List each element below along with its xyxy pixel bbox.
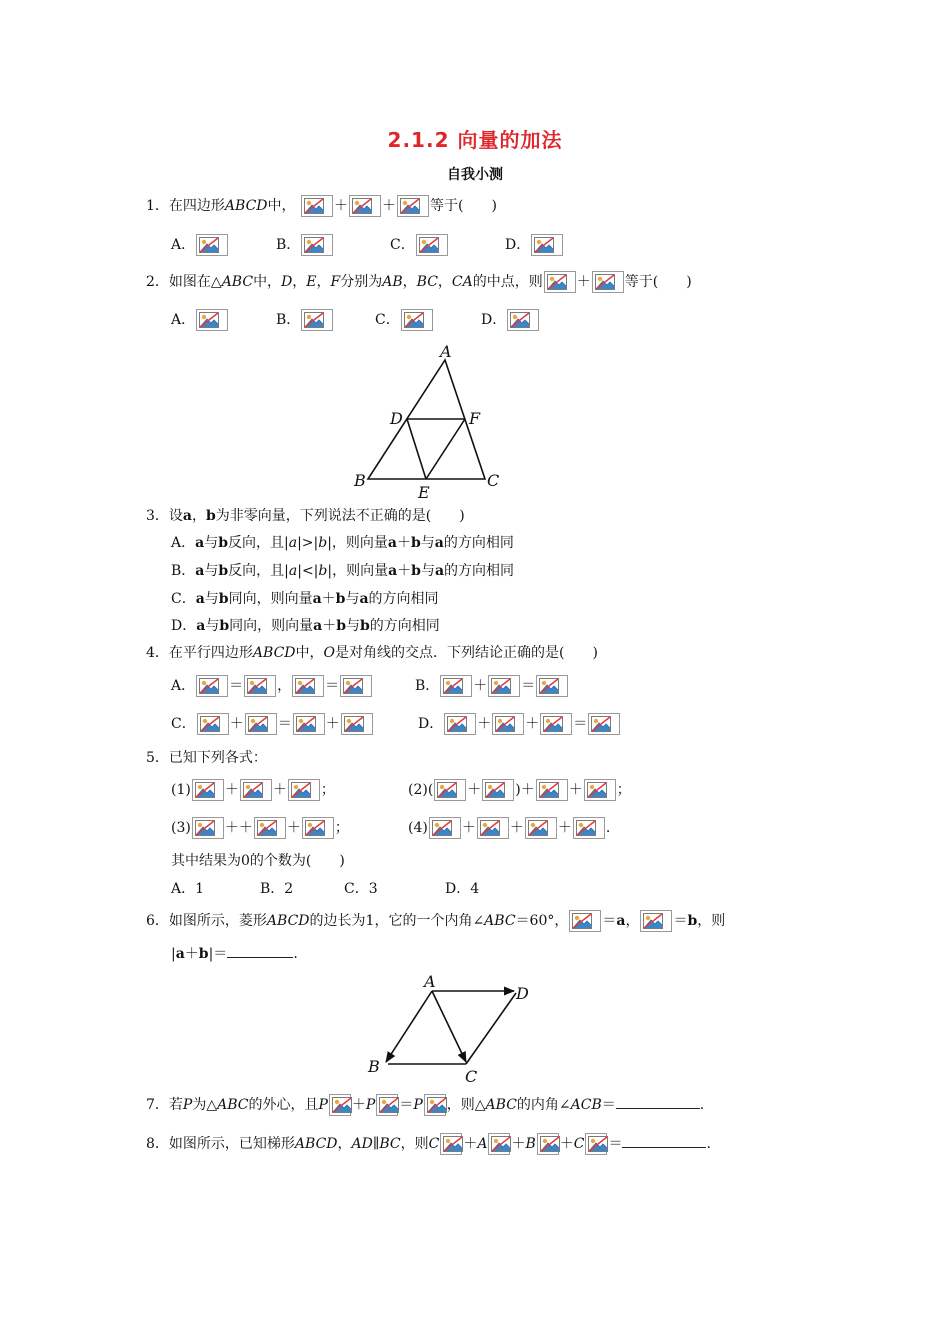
q5-expression-2 xyxy=(408,778,631,802)
option-text: 同向，则向量 xyxy=(228,591,313,607)
vector-image-icon xyxy=(240,779,272,801)
option-label: D． xyxy=(171,618,197,634)
q3-option-a[interactable] xyxy=(171,531,514,555)
q1-text-post: 等于( ) xyxy=(429,198,497,214)
plus-sign: ＋ xyxy=(520,782,535,798)
expression-label: (2)( xyxy=(408,782,434,798)
vector-image-icon xyxy=(531,234,563,256)
q1-option-d[interactable] xyxy=(505,233,564,257)
equals-sign: ＝ xyxy=(229,678,244,694)
vector-image-icon xyxy=(588,713,620,735)
option-label: C． xyxy=(171,591,196,607)
vector-image-icon xyxy=(440,675,472,697)
semicolon: ； xyxy=(616,782,631,798)
option-text: 与 xyxy=(205,618,220,634)
q2-text: 等于( ) xyxy=(624,274,692,290)
abs-equals: |＝ xyxy=(208,946,228,962)
plus-sign: ＋ xyxy=(325,716,340,732)
vector-image-icon xyxy=(401,309,433,331)
vector-a: a xyxy=(387,535,397,551)
q3-text: 3．设 xyxy=(146,508,183,524)
option-label: D． xyxy=(505,237,531,253)
vector-b: b xyxy=(198,946,209,962)
figure-label-f: F xyxy=(469,409,481,428)
equals-sign: ＝ xyxy=(277,716,292,732)
q4-text: 4．在平行四边形 xyxy=(146,645,253,661)
vector-image-icon xyxy=(349,195,381,217)
rhombus-label: ABCD xyxy=(266,913,310,929)
vector-image-icon xyxy=(196,309,228,331)
figure-label-a: A xyxy=(424,972,436,991)
q7-text: 7．若 xyxy=(146,1097,183,1113)
parallel-sign: ∥ xyxy=(372,1136,380,1152)
option-label: A． xyxy=(171,535,196,551)
equals-sign: ＝ xyxy=(521,678,536,694)
equals-sign: ＝ xyxy=(601,1097,616,1113)
vector-b: b xyxy=(206,508,216,524)
vector-image-icon xyxy=(477,817,509,839)
q3-text: 为非零向量，下列说法不正确的是( ) xyxy=(215,508,465,524)
vector-a: a xyxy=(616,913,626,929)
q3-option-b[interactable] xyxy=(171,559,514,583)
segment-label: BC xyxy=(379,1136,401,1152)
abs-comparison: |a|<|b| xyxy=(284,563,333,579)
vector-image-icon xyxy=(525,817,557,839)
plus-sign: ＋ xyxy=(321,591,336,607)
q6-text: 的边长为1，它的一个内角∠ xyxy=(309,913,485,929)
option-text: 同向，则向量 xyxy=(229,618,314,634)
point-label: P xyxy=(365,1097,376,1113)
paren-close: ) xyxy=(515,782,521,798)
equals-sign: ＝ xyxy=(602,913,617,929)
point-label: F xyxy=(330,274,341,290)
q4-option-b[interactable] xyxy=(415,674,569,698)
comma: ， xyxy=(437,274,452,290)
expression-label: (3) xyxy=(171,820,191,836)
equals-sign: ＝ xyxy=(399,1097,414,1113)
vector-a: a xyxy=(195,535,205,551)
point-label: P xyxy=(318,1097,328,1113)
option-label: B． xyxy=(171,563,196,579)
vector-image-icon xyxy=(488,675,520,697)
point-label: A xyxy=(477,1136,488,1152)
comma: ， xyxy=(625,913,640,929)
q5-option-d[interactable] xyxy=(445,877,479,901)
equals-sign: ＝ xyxy=(325,678,340,694)
vector-image-icon xyxy=(440,1133,462,1155)
plus-sign: ＋ xyxy=(238,820,253,836)
rhombus-figure xyxy=(360,968,540,1088)
option-text: 的方向相同 xyxy=(368,591,439,607)
vector-image-icon xyxy=(301,195,333,217)
q8-text: ，则 xyxy=(400,1136,429,1152)
plus-sign: ＋ xyxy=(509,820,524,836)
plus-sign: ＋ xyxy=(477,716,492,732)
q4-text: 是对角线的交点．下列结论正确的是( ) xyxy=(335,645,598,661)
question-1-stem xyxy=(146,194,497,218)
triangle-figure xyxy=(340,338,520,503)
q5-text: 5．已知下列各式： xyxy=(146,750,267,766)
comma: ， xyxy=(402,274,417,290)
comma: ， xyxy=(316,274,331,290)
question-6-stem xyxy=(146,909,725,933)
option-label: A．1 xyxy=(171,881,205,897)
page-title: 2.1.2 向量的加法 xyxy=(387,128,563,152)
plus-sign: ＋ xyxy=(224,782,239,798)
vector-a: a xyxy=(313,618,323,634)
question-8-stem xyxy=(146,1132,711,1156)
comma: ， xyxy=(337,1136,352,1152)
q6-text: ，则 xyxy=(697,913,726,929)
point-label: C xyxy=(573,1136,585,1152)
answer-blank[interactable] xyxy=(616,1096,700,1109)
question-6-answer-line xyxy=(171,942,298,966)
expression-label: (1) xyxy=(171,782,191,798)
plus-sign: ＋ xyxy=(467,782,482,798)
vector-image-icon xyxy=(507,309,539,331)
equals-sign: ＝ xyxy=(608,1136,623,1152)
vector-image-icon xyxy=(196,675,228,697)
q4-option-d[interactable] xyxy=(418,712,621,736)
period: . xyxy=(293,946,298,962)
period: . xyxy=(706,1136,711,1152)
option-label: C． xyxy=(375,312,400,328)
q1-quad-label: ABCD xyxy=(224,198,268,214)
q5-option-a[interactable] xyxy=(171,877,204,901)
option-text: ，则向量 xyxy=(332,563,389,579)
vector-image-icon xyxy=(301,234,333,256)
vector-image-icon xyxy=(340,675,372,697)
option-label: A． xyxy=(171,678,196,694)
figure-label-d: D xyxy=(390,409,403,428)
q1-text-mid: 中， xyxy=(267,198,296,214)
vector-image-icon xyxy=(301,309,333,331)
option-text: 的方向相同 xyxy=(443,535,514,551)
figure-label-c: C xyxy=(487,471,500,490)
plus-sign: ＋ xyxy=(557,820,572,836)
figure-label-e: E xyxy=(418,483,430,502)
q4-option-c[interactable] xyxy=(171,712,374,736)
vector-image-icon xyxy=(488,1133,510,1155)
vector-b: b xyxy=(219,618,230,634)
segment-label: CA xyxy=(451,274,473,290)
vector-label: a xyxy=(434,563,445,579)
option-text: 与 xyxy=(204,591,219,607)
vector-image-icon xyxy=(397,195,429,217)
plus-sign: ＋ xyxy=(351,1097,366,1113)
q2-text: 分别为 xyxy=(340,274,383,290)
equals-sign: ＝ xyxy=(573,716,588,732)
vector-image-icon xyxy=(254,817,286,839)
option-text: 的方向相同 xyxy=(369,618,440,634)
segment-label: AD xyxy=(351,1136,373,1152)
parallelogram-label: ABCD xyxy=(252,645,296,661)
semicolon: ； xyxy=(334,820,349,836)
q7-text: 为△ xyxy=(192,1097,218,1113)
q3-option-c[interactable] xyxy=(171,587,439,611)
q5-option-b[interactable] xyxy=(260,877,293,901)
q5-question-note xyxy=(171,849,345,873)
q2-option-a[interactable] xyxy=(171,308,229,332)
vector-label: a xyxy=(359,591,369,607)
q4-option-a[interactable] xyxy=(171,674,373,698)
option-text: 与 xyxy=(204,563,219,579)
triangle-label: ABC xyxy=(217,1097,249,1113)
vector-image-icon xyxy=(492,713,524,735)
plus-sign: ＋ xyxy=(229,716,244,732)
vector-label: a xyxy=(434,535,444,551)
vector-a: a xyxy=(195,563,205,579)
q6-text: ＝60°， xyxy=(515,913,569,929)
vector-b: b xyxy=(218,535,228,551)
vector-image-icon xyxy=(424,1094,446,1116)
plus-sign: ＋ xyxy=(568,782,583,798)
q8-text: 8．如图所示，已知梯形 xyxy=(146,1136,295,1152)
section-subtitle: 自我小测 xyxy=(447,167,503,183)
period: . xyxy=(605,820,611,836)
vector-image-icon xyxy=(197,713,229,735)
option-text: 与 xyxy=(420,535,435,551)
option-text: 的方向相同 xyxy=(444,563,515,579)
plus-sign: ＋ xyxy=(396,535,411,551)
answer-blank[interactable] xyxy=(227,945,293,958)
vector-b: b xyxy=(410,535,421,551)
option-label: C． xyxy=(171,716,196,732)
option-label: D．4 xyxy=(445,881,480,897)
point-label: B xyxy=(525,1136,536,1152)
vector-a: a xyxy=(312,591,322,607)
vector-image-icon xyxy=(592,271,624,293)
q1-text: 1．在四边形 xyxy=(146,198,225,214)
option-label: C．3 xyxy=(344,881,378,897)
figure-label-d: D xyxy=(516,984,529,1003)
vector-b: b xyxy=(335,591,346,607)
segment-label: BC xyxy=(416,274,438,290)
vector-image-icon xyxy=(584,779,616,801)
q2-option-c[interactable] xyxy=(375,308,434,332)
vector-image-icon xyxy=(640,910,672,932)
vector-image-icon xyxy=(429,817,461,839)
option-label: A． xyxy=(171,237,196,253)
vector-b: b xyxy=(687,913,698,929)
vector-a: a xyxy=(196,618,206,634)
abs-bar: | xyxy=(171,946,176,962)
figure-label-a: A xyxy=(440,342,452,361)
q5-note: 其中结果为0的个数为( ) xyxy=(171,853,345,869)
point-label: C xyxy=(428,1136,440,1152)
q5-option-c[interactable] xyxy=(344,877,378,901)
vector-image-icon xyxy=(196,234,228,256)
vector-image-icon xyxy=(288,779,320,801)
plus-sign: ＋ xyxy=(322,618,337,634)
vector-b: b xyxy=(218,591,229,607)
q5-expression-1 xyxy=(171,778,335,802)
vector-image-icon xyxy=(244,675,276,697)
segment-label: AB xyxy=(382,274,403,290)
vector-image-icon xyxy=(536,675,568,697)
point-label: E xyxy=(306,274,317,290)
plus-sign: ＋ xyxy=(461,820,476,836)
vector-a: a xyxy=(175,946,185,962)
figure-label-b: B xyxy=(368,1057,380,1076)
option-label: B．2 xyxy=(260,881,294,897)
vector-image-icon xyxy=(444,713,476,735)
triangle-label: ABC xyxy=(485,1097,517,1113)
q2-option-d[interactable] xyxy=(481,308,540,332)
figure-label-b: B xyxy=(354,471,366,490)
vector-image-icon xyxy=(192,779,224,801)
expression-label: (4) xyxy=(408,820,428,836)
vector-image-icon xyxy=(537,1133,559,1155)
option-text: 与 xyxy=(204,535,219,551)
vector-image-icon xyxy=(341,713,373,735)
option-label: C． xyxy=(390,237,415,253)
option-label: D． xyxy=(481,312,507,328)
plus-sign: ＋ xyxy=(463,1136,478,1152)
vector-image-icon xyxy=(292,675,324,697)
q1-option-c[interactable] xyxy=(390,233,449,257)
plus-sign: ＋ xyxy=(272,782,287,798)
vector-image-icon xyxy=(585,1133,607,1155)
vector-a: a xyxy=(195,591,205,607)
plus-sign: ＋ xyxy=(511,1136,526,1152)
plus-sign: ＋ xyxy=(397,563,412,579)
vector-image-icon xyxy=(329,1094,351,1116)
vector-image-icon xyxy=(293,713,325,735)
q7-text: 的外心，且 xyxy=(248,1097,319,1113)
angle-label: ABC xyxy=(484,913,516,929)
q4-text: 中， xyxy=(295,645,324,661)
vector-b: b xyxy=(411,563,421,579)
q2-text: 2．如图在△ xyxy=(146,274,222,290)
q5-expression-3 xyxy=(171,816,349,840)
answer-blank[interactable] xyxy=(622,1135,706,1148)
q3-option-d[interactable] xyxy=(171,614,440,638)
q2-option-b[interactable] xyxy=(276,308,334,332)
option-label: B． xyxy=(276,312,301,328)
vector-image-icon xyxy=(416,234,448,256)
question-5-stem xyxy=(146,746,267,770)
vector-image-icon xyxy=(245,713,277,735)
vector-a: a xyxy=(388,563,398,579)
option-text: 与 xyxy=(345,618,360,634)
period: . xyxy=(699,1097,705,1113)
comma: ， xyxy=(292,274,307,290)
plus-sign: ＋ xyxy=(473,678,488,694)
plus-sign: ＋ xyxy=(381,198,396,214)
vector-image-icon xyxy=(540,713,572,735)
plus-sign: ＋ xyxy=(286,820,301,836)
point-label: P xyxy=(413,1097,423,1113)
figure-label-c: C xyxy=(465,1067,478,1086)
q7-text: ，则△ xyxy=(446,1097,486,1113)
plus-sign: ＋ xyxy=(333,198,348,214)
question-2-stem xyxy=(146,270,692,294)
angle-label: ACB xyxy=(570,1097,602,1113)
q7-text: 的内角∠ xyxy=(516,1097,571,1113)
vector-b: b xyxy=(218,563,229,579)
option-label: B． xyxy=(276,237,301,253)
option-label: A． xyxy=(171,312,196,328)
question-4-stem xyxy=(146,641,598,665)
plus-sign: ＋ xyxy=(525,716,540,732)
option-text: 反向，且 xyxy=(228,563,285,579)
option-text: 与 xyxy=(345,591,360,607)
q2-text: 的中点，则 xyxy=(472,274,543,290)
point-label: D xyxy=(281,274,293,290)
q5-expression-4 xyxy=(408,816,610,840)
vector-image-icon xyxy=(434,779,466,801)
semicolon: ； xyxy=(320,782,335,798)
vector-label: b xyxy=(359,618,370,634)
abs-comparison: |a|>|b| xyxy=(284,535,332,551)
option-text: 反向，且 xyxy=(228,535,284,551)
q2-text: 中， xyxy=(253,274,282,290)
question-7-stem xyxy=(146,1093,704,1117)
trapezoid-label: ABCD xyxy=(294,1136,338,1152)
plus-sign: ＋ xyxy=(224,820,239,836)
plus-sign: ＋ xyxy=(576,274,591,290)
vector-image-icon xyxy=(544,271,576,293)
vector-image-icon xyxy=(569,910,601,932)
option-label: D． xyxy=(418,716,444,732)
vector-image-icon xyxy=(482,779,514,801)
plus-sign: ＋ xyxy=(559,1136,574,1152)
q1-option-a[interactable] xyxy=(171,233,229,257)
vector-image-icon xyxy=(302,817,334,839)
q1-option-b[interactable] xyxy=(276,233,334,257)
point-label: O xyxy=(323,645,336,661)
q6-text: 6．如图所示，菱形 xyxy=(146,913,267,929)
vector-image-icon xyxy=(192,817,224,839)
comma: ， xyxy=(192,508,206,524)
option-text: ，则向量 xyxy=(331,535,388,551)
triangle-label: ABC xyxy=(221,274,254,290)
comma: ， xyxy=(277,678,292,694)
vector-b: b xyxy=(336,618,346,634)
plus-sign: ＋ xyxy=(184,946,199,962)
vector-image-icon xyxy=(376,1094,398,1116)
equals-sign: ＝ xyxy=(673,913,688,929)
vector-image-icon xyxy=(536,779,568,801)
option-label: B． xyxy=(415,678,440,694)
point-label: P xyxy=(182,1097,193,1113)
vector-a: a xyxy=(182,508,192,524)
vector-image-icon xyxy=(573,817,605,839)
question-3-stem xyxy=(146,504,465,528)
option-text: 与 xyxy=(420,563,435,579)
